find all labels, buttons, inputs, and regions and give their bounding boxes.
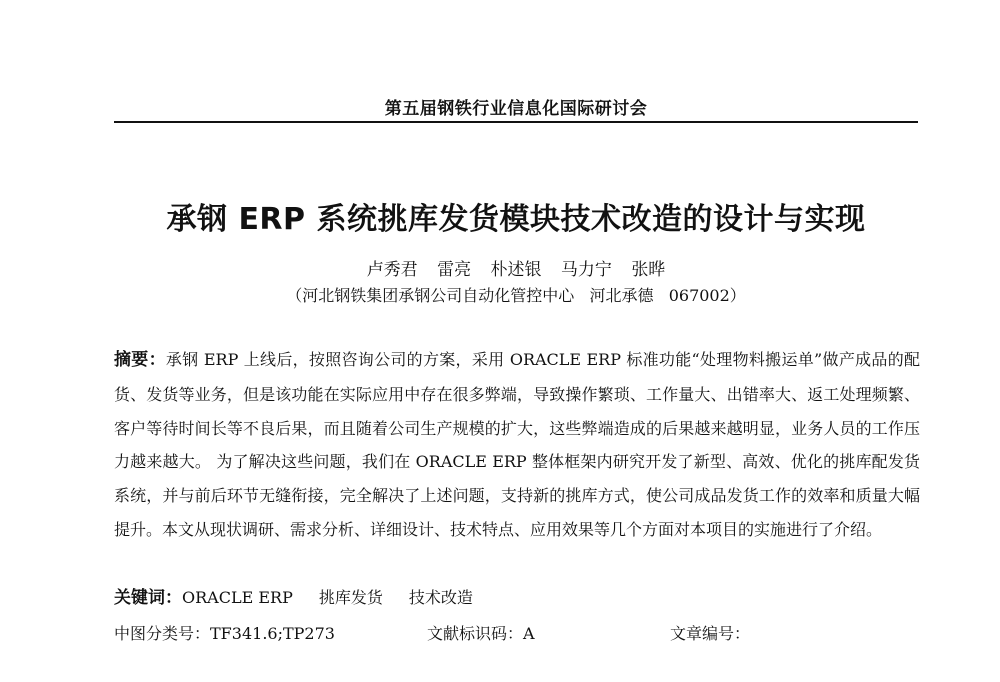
keyword-item: 技术改造 <box>408 588 473 607</box>
affiliation: （河北钢铁集团承钢公司自动化管控中心 河北承德 067002） <box>286 286 746 305</box>
abstract-label: 摘要： <box>114 350 166 370</box>
author-name: 朴述银 <box>490 260 542 280</box>
article-number: 文章编号： <box>670 624 751 643</box>
header-rule <box>114 121 918 123</box>
paper-title: 承钢 ERP 系统挑库发货模块技术改造的设计与实现 <box>166 202 866 237</box>
keyword-item: ORACLE ERP <box>182 588 293 607</box>
conference-header: 第五届钢铁行业信息化国际研讨会 <box>384 99 648 119</box>
abstract <box>114 343 920 547</box>
keywords-label: 关键词： <box>114 588 182 608</box>
abstract-text: 承钢 ERP 上线后，按照咨询公司的方案，采用 ORACLE ERP 标准功能“处理物料搬运单”做产成品的配货、发货等业务，但是该功能在实际应用中存在很多弊端，导致操作繁琐、工作量大、出错率大、返工处理频繁、客户等待时间长等不良后果，而且随着公司生产规模的扩大，这些弊端造成的后果越来越明显，业务人员的工作压力越来越大。 为了解决这些问题，我们在 ORACLE ERP 整体框架内研究开发了新型、高效、优化的挑库配发货系统，并与前后环节无缝衔接，完全解决了上述问题，支持新的挑库方式，使公司成品发货工作的效率和质量大幅提升。本文从现状调研、需求分析、详细设计、技术特点、应用效果等几个方面对本项目的实施进行了介绍。 <box>114 350 921 539</box>
document-code: 文献标识码：A <box>427 624 535 643</box>
keyword-item: 挑库发货 <box>318 588 383 607</box>
author-name: 卢秀君 <box>366 260 418 280</box>
author-list <box>114 255 918 280</box>
classification-number: 中图分类号：TF341.6;TP273 <box>114 624 335 643</box>
author-name: 雷亮 <box>437 260 472 280</box>
author-name: 马力宁 <box>560 260 612 280</box>
keywords <box>114 583 920 608</box>
author-name: 张晔 <box>631 260 666 280</box>
